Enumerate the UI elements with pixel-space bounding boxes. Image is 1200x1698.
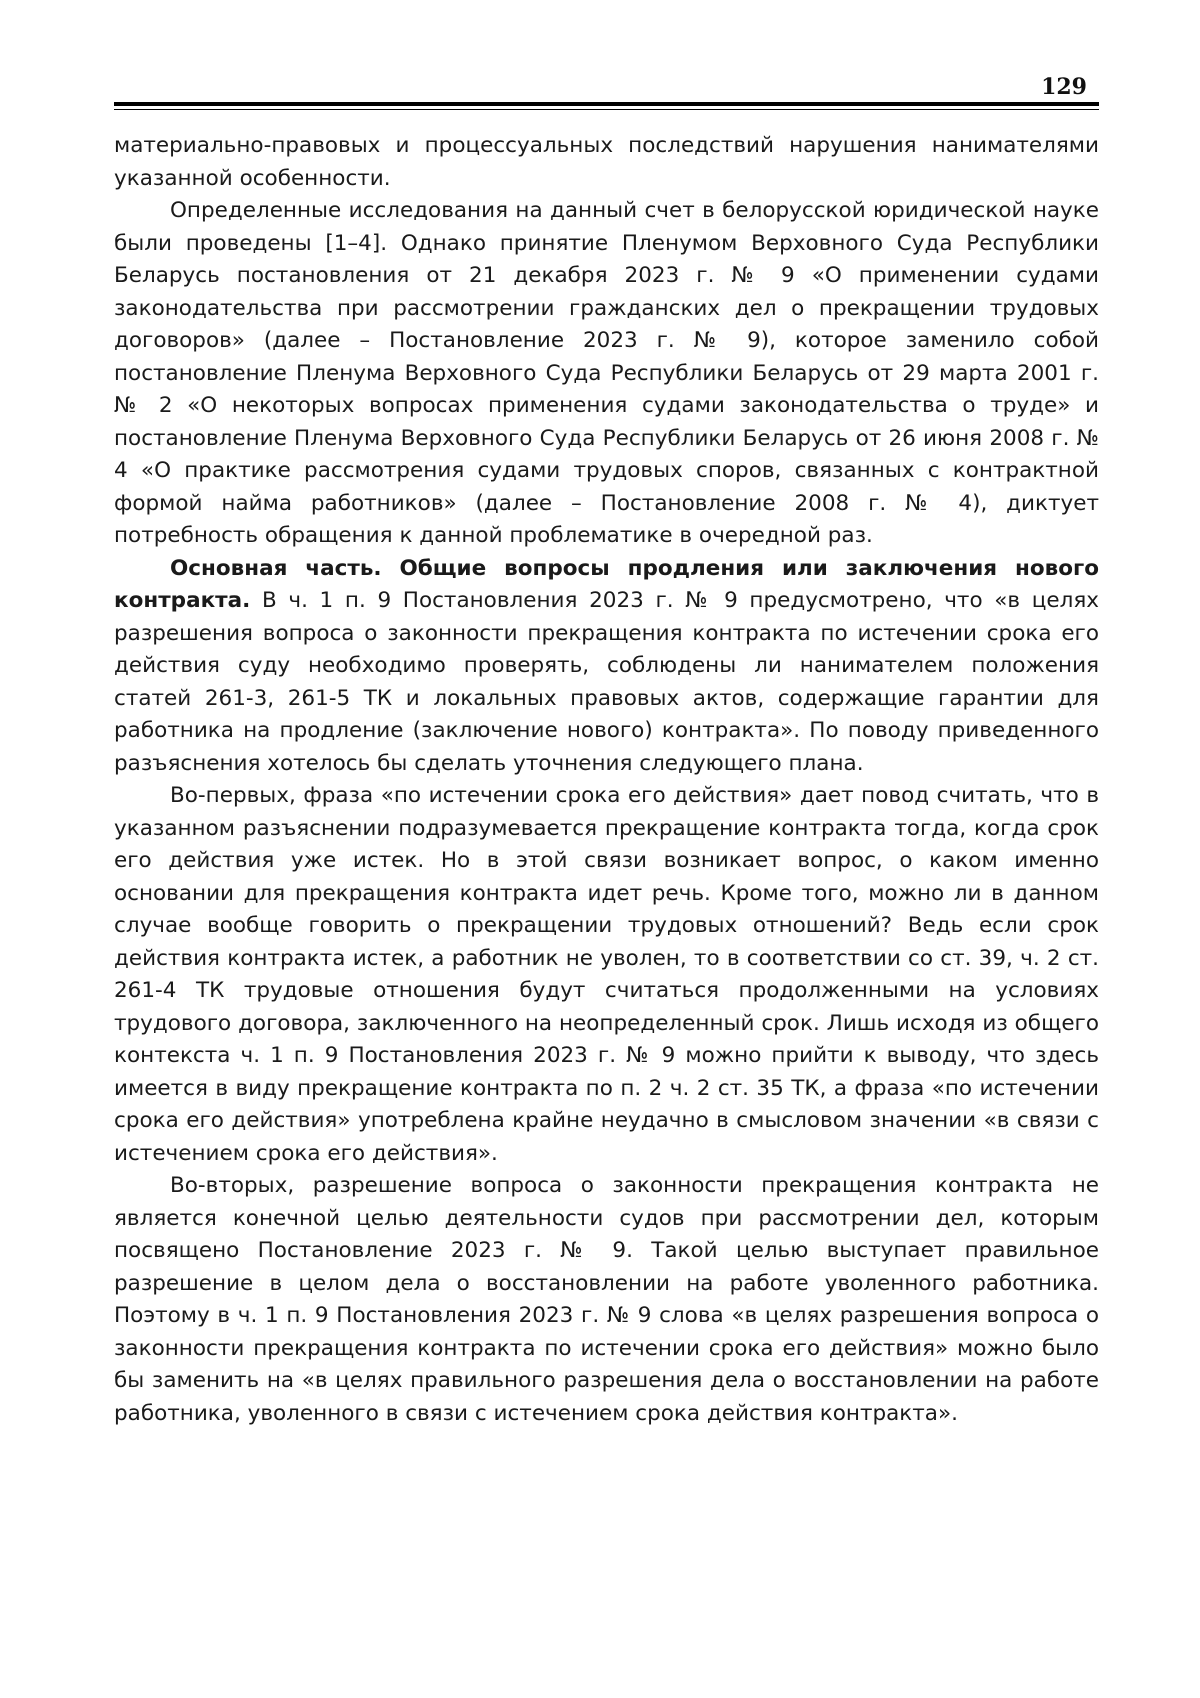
paragraph-main-part xyxy=(114,553,1099,781)
paragraph-text: В ч. 1 п. 9 Постановления 2023 г. № 9 предусмотрено, что «в целях разрешения вопроса о законности прекращения контракта по истечении срока его действия суду необходимо проверять, соблюдены ли нанимателем положения статей 261-3, 261-5 ТК и локальных правовых актов, содержащие гарантии для работника на продление (заключение нового) контракта». По поводу приведенного разъяснения хотелось бы сделать уточнения следующего плана. xyxy=(114,588,1099,776)
paragraph-text: Определенные исследования на данный счет в белорусской юридической науке были проведены [1–4]. Однако принятие Пленумом Верховного Суда Республики Беларусь постановления от 21 декабря 2023 г. № 9 «О применении судами законодательства при рассмотрении гражданских дел о прекращении трудовых договоров» (далее – Постановление 2023 г. № 9), которое заменило собой постановление Пленума Верховного Суда Республики Беларусь от 29 марта 2001 г. № 2 «О некоторых вопросах применения судами законодательства о труде» и постановление Пленума Верховного Суда Республики Беларусь от 26 июня 2008 г. № 4 «О практике рассмотрения судами трудовых споров, связанных с контрактной формой найма работников» (далее – Постановление 2008 г. № 4), диктует потребность обращения к данной проблематике в очередной раз. xyxy=(114,198,1099,548)
paragraph-second-point xyxy=(114,1170,1099,1430)
paragraph-continued xyxy=(114,130,1099,195)
paragraph-research xyxy=(114,195,1099,553)
paragraph-text: материально-правовых и процессуальных последствий нарушения нанимателями указанной особенности. xyxy=(114,133,1099,191)
paragraph-first-point xyxy=(114,780,1099,1170)
header-rule-thick xyxy=(114,102,1099,106)
page-header xyxy=(114,74,1099,110)
body-text xyxy=(114,130,1099,1430)
page-number: 129 xyxy=(1041,74,1087,100)
paragraph-text: Во-первых, фраза «по истечении срока его действия» дает повод считать, что в указанном разъяснении подразумевается прекращение контракта тогда, когда срок его действия уже истек. Но в этой связи возникает вопрос, о каком именно основании для прекращения контракта идет речь. Кроме того, можно ли в данном случае вообще говорить о прекращении трудовых отношений? Ведь если срок действия контракта истек, а работник не уволен, то в соответствии со ст. 39, ч. 2 ст. 261-4 ТК трудовые отношения будут считаться продолженными на условиях трудового договора, заключенного на неопределенный срок. Лишь исходя из общего контекста ч. 1 п. 9 Постановления 2023 г. № 9 можно прийти к выводу, что здесь имеется в виду прекращение контракта по п. 2 ч. 2 ст. 35 ТК, а фраза «по истечении срока его действия» употреблена крайне неудачно в смысловом значении «в связи с истечением срока его действия». xyxy=(114,783,1099,1166)
section-heading-inline: Основная часть. Общие вопросы продления или заключения нового контракта. xyxy=(114,555,1099,613)
header-rule-thin xyxy=(114,109,1099,110)
paragraph-text: Во-вторых, разрешение вопроса о законности прекращения контракта не является конечной целью деятельности судов при рассмотрении дел, которым посвящено Постановление 2023 г. № 9. Такой целью выступает правильное разрешение в целом дела о восстановлении на работе уволенного работника. Поэтому в ч. 1 п. 9 Постановления 2023 г. № 9 слова «в целях разрешения вопроса о законности прекращения контракта по истечении срока его действия» можно было бы заменить на «в целях правильного разрешения дела о восстановлении на работе работника, уволенного в связи с истечением срока действия контракта». xyxy=(114,1173,1099,1426)
